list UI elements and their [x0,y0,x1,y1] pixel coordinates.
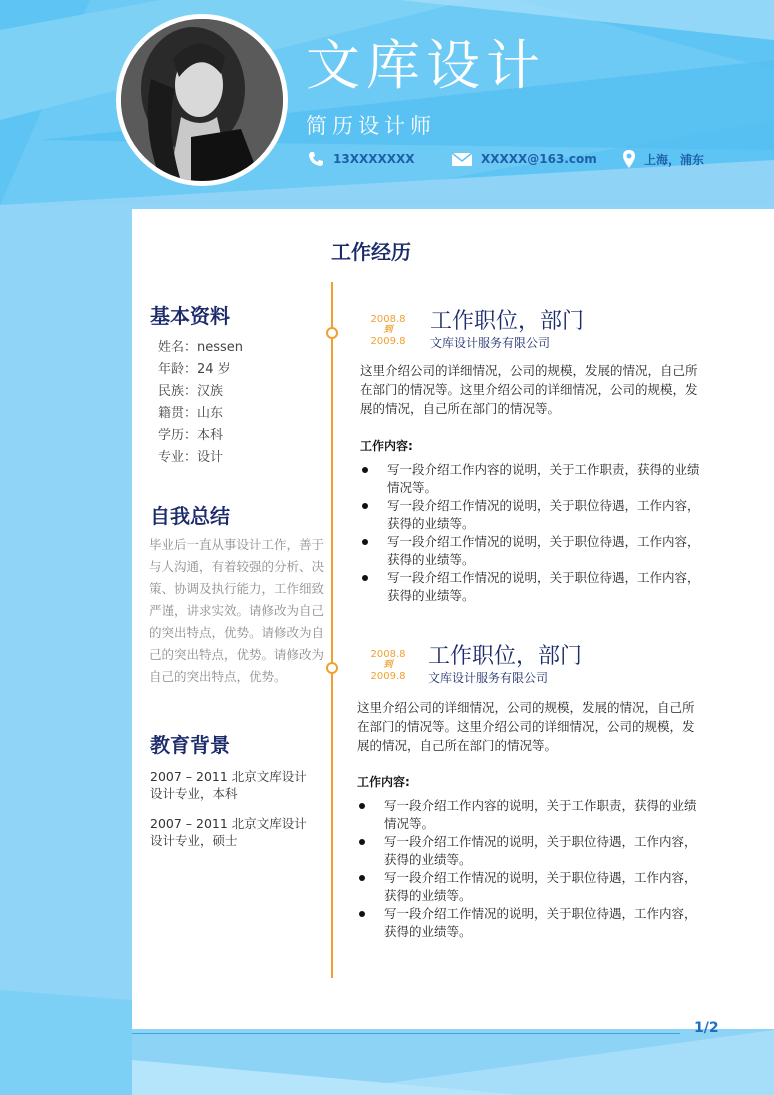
list-item: 写一段介绍工作情况的说明，关于职位待遇，工作内容，获得的业绩等。 [357,869,702,904]
timeline-dot [326,327,338,339]
role-subtitle: 简历设计师 [306,114,436,138]
timeline-line [331,282,333,978]
info-row-hometown: 籍贯：山东 [158,406,224,421]
job-title: 工作职位，部门 [428,644,583,669]
list-item: 写一段介绍工作情况的说明，关于职位待遇，工作内容，获得的业绩等。 [360,569,705,604]
job-title: 工作职位，部门 [430,309,585,334]
phone-text: 13XXXXXXX [333,152,415,166]
job-date: 2008.8 到 2009.8 [370,649,406,682]
duty-list [357,797,702,941]
name-title: 文库设计 [306,34,546,97]
list-item: 写一段介绍工作情况的说明，关于职位待遇，工作内容，获得的业绩等。 [360,533,705,568]
summary-text: 毕业后一直从事设计工作，善于与人沟通，有着较强的分析、决策、协调及执行能力，工作细致严谨，讲求实效。请修改为自己的突出特点，优势。请修改为自己的突出特点，优势。请修改为自己的突出特点，优势。 [149,537,325,684]
list-item: 写一段介绍工作情况的说明，关于职位待遇，工作内容，获得的业绩等。 [360,497,705,532]
education-heading: 教育背景 [150,733,230,757]
info-row-name: 姓名：nessen [158,340,244,355]
mail-icon [451,151,473,167]
location-contact [622,149,704,169]
job-company: 文库设计服务有限公司 [428,671,549,685]
info-row-degree: 学历：本科 [158,428,224,443]
info-row-major: 专业：设计 [158,450,224,465]
summary-heading: 自我总结 [150,504,230,528]
list-item: 写一段介绍工作内容的说明，关于工作职责，获得的业绩情况等。 [357,797,702,832]
page-number: 1/2 [694,1020,719,1036]
work-heading: 工作经历 [331,240,411,264]
location-text: 上海，浦东 [644,152,705,167]
job-date: 2008.8 到 2009.8 [370,314,406,347]
job-description: 这里介绍公司的详细情况，公司的规模，发展的情况，自己所在部门的情况等。这里介绍公司的详细情况，公司的规模，发展的情况，自己所在部门的情况等。 [357,700,695,753]
phone-contact [307,149,414,169]
info-row-age: 年龄：24 岁 [158,362,231,377]
list-item: 写一段介绍工作情况的说明，关于职位待遇，工作内容，获得的业绩等。 [357,833,702,868]
email-text: XXXXX@163.com [481,152,597,166]
avatar-photo [121,19,283,181]
job-description: 这里介绍公司的详细情况，公司的规模，发展的情况，自己所在部门的情况等。这里介绍公司的详细情况，公司的规模，发展的情况，自己所在部门的情况等。 [360,363,698,416]
avatar [116,14,288,186]
education-item: 2007 – 2011 北京文库设计 设计专业，本科 [150,769,307,801]
list-item: 写一段介绍工作情况的说明，关于职位待遇，工作内容，获得的业绩等。 [357,905,702,940]
timeline-dot [326,662,338,674]
list-item: 写一段介绍工作内容的说明，关于工作职责，获得的业绩情况等。 [360,461,705,496]
duty-label: 工作内容: [360,439,413,453]
duty-list [360,461,705,605]
location-pin-icon [622,149,636,169]
footer-divider [132,1033,680,1034]
info-row-ethnicity: 民族：汉族 [158,384,224,399]
duty-label: 工作内容: [357,775,410,789]
education-item: 2007 – 2011 北京文库设计 设计专业，硕士 [150,816,307,848]
job-company: 文库设计服务有限公司 [430,336,551,350]
basic-info-heading: 基本资料 [150,304,230,328]
email-contact [451,149,597,169]
phone-icon [307,150,325,168]
